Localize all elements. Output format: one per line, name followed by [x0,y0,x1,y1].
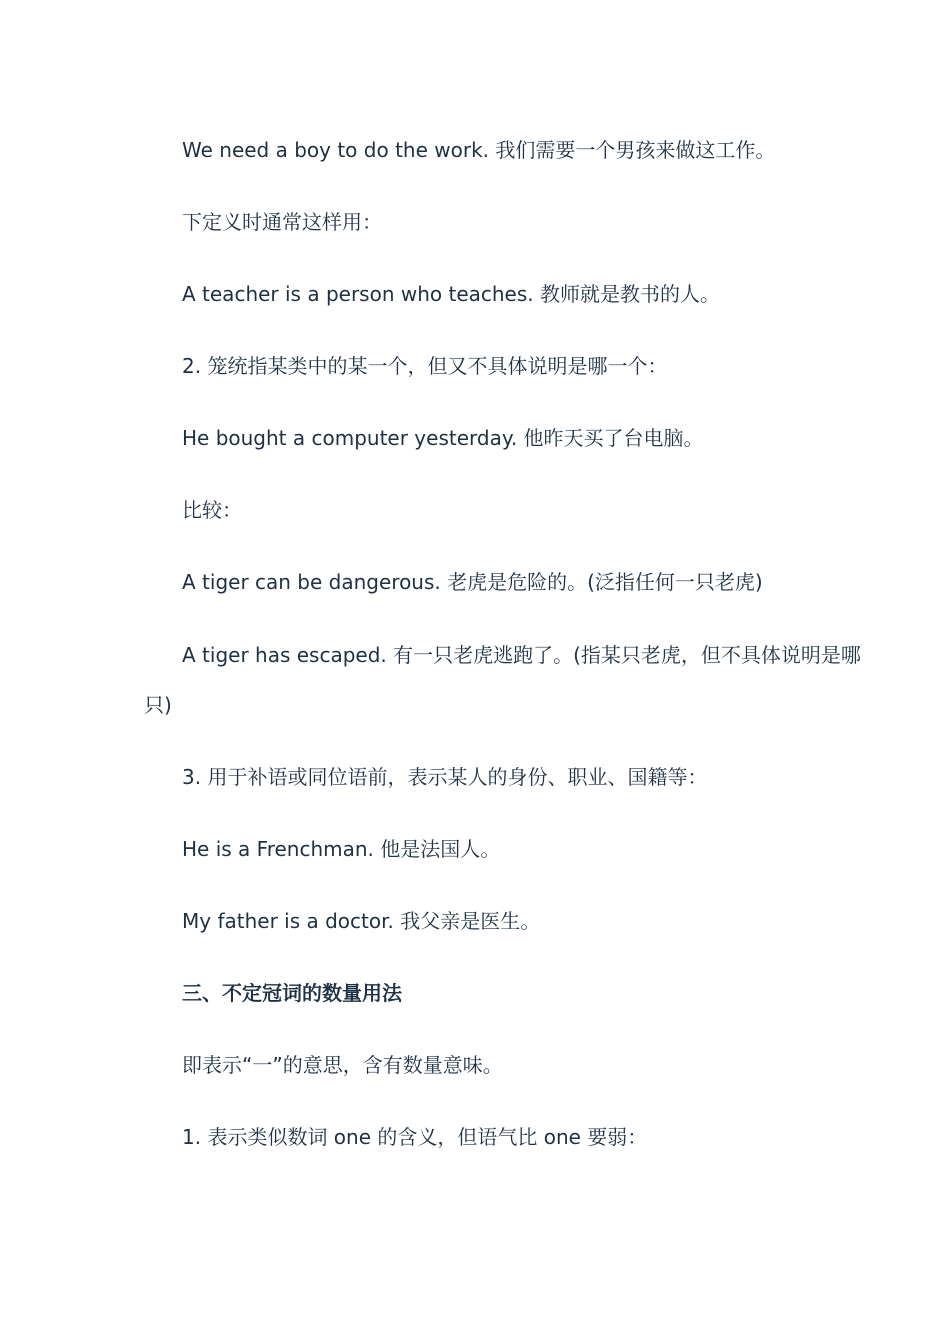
section-heading-quantity-usage: 三、不定冠词的数量用法 [182,981,402,1005]
paragraph-point-3: 3. 用于补语或同位语前，表示某人的身份、职业、国籍等： [182,765,708,789]
paragraph-point-1-one: 1. 表示类似数词 one 的含义，但语气比 one 要弱： [182,1125,648,1149]
paragraph-example-tiger-dangerous: A tiger can be dangerous. 老虎是危险的。(泛指任何一只老虎) [182,570,763,594]
paragraph-example-boy: We need a boy to do the work. 我们需要一个男孩来做这工作。 [182,138,776,162]
paragraph-quantity-meaning: 即表示“一”的意思，含有数量意味。 [182,1053,503,1077]
paragraph-example-computer: He bought a computer yesterday. 他昨天买了台电脑。 [182,426,704,450]
paragraph-compare: 比较： [182,498,242,522]
paragraph-example-tiger-escaped-cont: 只) [144,693,172,717]
paragraph-point-2: 2. 笼统指某类中的某一个，但又不具体说明是哪一个： [182,354,668,378]
paragraph-example-frenchman: He is a Frenchman. 他是法国人。 [182,837,501,861]
paragraph-example-teacher: A teacher is a person who teaches. 教师就是教书的人。 [182,282,720,306]
paragraph-definition-intro: 下定义时通常这样用： [182,210,382,234]
paragraph-example-doctor: My father is a doctor. 我父亲是医生。 [182,909,541,933]
paragraph-example-tiger-escaped: A tiger has escaped. 有一只老虎逃跑了。(指某只老虎，但不具体说明是哪 [182,643,861,667]
